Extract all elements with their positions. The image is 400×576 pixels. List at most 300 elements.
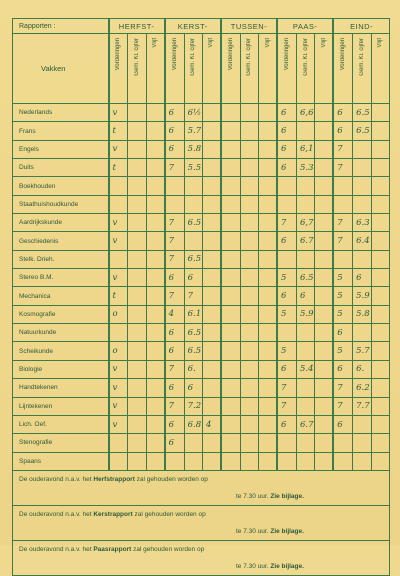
- grade-kerst-vorderingen: 7: [165, 232, 184, 250]
- grade-kerst-vlijt: [202, 305, 220, 323]
- grade-paas-vorderingen: 6: [277, 360, 296, 378]
- grade-paas-vlijt: [315, 140, 333, 158]
- subcolumn-paas-gem-kl-cijfer: [296, 34, 314, 104]
- grade-paas-vorderingen: 5: [277, 269, 296, 287]
- subcolumn-label: Gem. Kl. cijfer: [134, 38, 141, 76]
- subcolumn-label: Vlijt: [320, 38, 327, 48]
- subcolumn-herfst-gem-kl-cijfer: [128, 34, 146, 104]
- note-time-text: te 7.30 uur.: [236, 527, 271, 535]
- subcolumn-header-row: [13, 34, 390, 104]
- grade-eind-vlijt: [371, 195, 390, 213]
- table-row: [13, 269, 390, 287]
- subcolumn-tussen-gem-kl-cijfer: [240, 34, 258, 104]
- table-row: [13, 415, 390, 433]
- grade-tussen-vlijt: [259, 379, 277, 397]
- grade-eind-gem-kl-cijfer: [353, 415, 371, 433]
- vakken-label-text: Vakken: [41, 64, 66, 73]
- grade-herfst-vorderingen: v: [109, 104, 128, 122]
- subject-name: Duits: [13, 159, 109, 177]
- grade-herfst-gem-kl-cijfer: [128, 305, 146, 323]
- table-row: [13, 379, 390, 397]
- note-row: [13, 540, 390, 558]
- grade-tussen-gem-kl-cijfer: [240, 195, 258, 213]
- grade-paas-gem-kl-cijfer: [296, 434, 314, 452]
- grade-herfst-vorderingen: t: [109, 122, 128, 140]
- note-rapport: Herfstrapport: [93, 475, 135, 483]
- grade-eind-vorderingen: 7: [333, 379, 352, 397]
- grade-herfst-gem-kl-cijfer: [128, 232, 146, 250]
- grade-kerst-vorderingen: [165, 195, 184, 213]
- grade-kerst-vlijt: 4: [202, 415, 220, 433]
- grade-kerst-gem-kl-cijfer: 6.5: [184, 342, 202, 360]
- grade-kerst-vorderingen: [165, 452, 184, 470]
- subcolumn-label: Vorderingen: [227, 38, 234, 71]
- grade-tussen-vlijt: [259, 415, 277, 433]
- grade-herfst-vlijt: [146, 360, 164, 378]
- grade-kerst-gem-kl-cijfer: 6: [184, 269, 202, 287]
- grade-herfst-gem-kl-cijfer: [128, 140, 146, 158]
- grade-tussen-gem-kl-cijfer: [240, 452, 258, 470]
- grade-eind-vorderingen: 7: [333, 232, 352, 250]
- grade-tussen-vorderingen: [221, 324, 240, 342]
- grade-tussen-gem-kl-cijfer: [240, 397, 258, 415]
- grade-paas-vlijt: [315, 397, 333, 415]
- grade-kerst-gem-kl-cijfer: 5.8: [184, 140, 202, 158]
- grade-herfst-vorderingen: v: [109, 140, 128, 158]
- grade-eind-gem-kl-cijfer: [353, 177, 371, 195]
- grade-paas-gem-kl-cijfer: [296, 397, 314, 415]
- subject-name: Frans: [13, 122, 109, 140]
- grade-eind-gem-kl-cijfer: [353, 250, 371, 268]
- grade-tussen-vlijt: [259, 269, 277, 287]
- grade-kerst-vorderingen: 7: [165, 287, 184, 305]
- grade-eind-vlijt: [371, 122, 390, 140]
- grade-paas-vorderingen: [277, 434, 296, 452]
- note-suffix: zal gehouden worden op: [134, 475, 208, 483]
- grade-eind-gem-kl-cijfer: 5.9: [353, 287, 371, 305]
- grade-kerst-vlijt: [202, 434, 220, 452]
- grade-eind-vlijt: [371, 360, 390, 378]
- grade-herfst-vlijt: [146, 342, 164, 360]
- note-time: [13, 488, 390, 506]
- grade-tussen-vlijt: [259, 122, 277, 140]
- note-prefix: De ouderavond n.a.v. het: [19, 545, 94, 553]
- grade-herfst-vorderingen: [109, 324, 128, 342]
- grade-eind-gem-kl-cijfer: 6.5: [353, 104, 371, 122]
- grade-tussen-gem-kl-cijfer: [240, 250, 258, 268]
- grade-kerst-vlijt: [202, 360, 220, 378]
- grade-tussen-vlijt: [259, 250, 277, 268]
- grade-herfst-gem-kl-cijfer: [128, 104, 146, 122]
- grade-tussen-vorderingen: [221, 214, 240, 232]
- grade-kerst-gem-kl-cijfer: 7: [184, 287, 202, 305]
- table-row: [13, 140, 390, 158]
- grade-tussen-vorderingen: [221, 415, 240, 433]
- grade-tussen-vlijt: [259, 397, 277, 415]
- grade-eind-vlijt: [371, 104, 390, 122]
- grade-paas-gem-kl-cijfer: [296, 452, 314, 470]
- note-bijlage: Zie bijlage.: [270, 527, 304, 535]
- grade-tussen-gem-kl-cijfer: [240, 269, 258, 287]
- grade-kerst-vorderingen: 7: [165, 214, 184, 232]
- subcolumn-kerst-vorderingen: [165, 34, 184, 104]
- grade-kerst-vorderingen: 6: [165, 415, 184, 433]
- grade-eind-vorderingen: 5: [333, 287, 352, 305]
- subject-name: Stelk. Drieh.: [13, 250, 109, 268]
- subject-name: Boekhouden: [13, 177, 109, 195]
- grade-herfst-vlijt: [146, 397, 164, 415]
- grade-eind-vlijt: [371, 177, 390, 195]
- grade-eind-vorderingen: 6: [333, 415, 352, 433]
- grade-eind-vorderingen: 7: [333, 214, 352, 232]
- grade-tussen-gem-kl-cijfer: [240, 360, 258, 378]
- grade-herfst-vlijt: [146, 214, 164, 232]
- grade-kerst-gem-kl-cijfer: 6.: [184, 360, 202, 378]
- grade-kerst-vorderingen: 7: [165, 159, 184, 177]
- grade-herfst-vorderingen: v: [109, 232, 128, 250]
- note-prefix: De ouderavond n.a.v. het: [19, 510, 94, 518]
- grade-eind-gem-kl-cijfer: 6.4: [353, 232, 371, 250]
- grade-tussen-vorderingen: [221, 452, 240, 470]
- grade-paas-vlijt: [315, 214, 333, 232]
- table-row: [13, 195, 390, 213]
- report-card-table: [12, 18, 390, 576]
- grade-paas-vlijt: [315, 287, 333, 305]
- grade-herfst-gem-kl-cijfer: [128, 214, 146, 232]
- grade-kerst-vorderingen: 7: [165, 250, 184, 268]
- grade-paas-vorderingen: 7: [277, 379, 296, 397]
- grade-kerst-vlijt: [202, 177, 220, 195]
- subject-name: Handtekenen: [13, 379, 109, 397]
- grade-eind-vorderingen: 6: [333, 104, 352, 122]
- grade-kerst-vlijt: [202, 140, 220, 158]
- grade-paas-vorderingen: 5: [277, 305, 296, 323]
- table-row: [13, 397, 390, 415]
- subject-name: Scheikunde: [13, 342, 109, 360]
- grade-paas-vorderingen: [277, 177, 296, 195]
- grade-herfst-vlijt: [146, 452, 164, 470]
- grade-paas-vorderingen: 6: [277, 104, 296, 122]
- grade-herfst-vorderingen: v: [109, 397, 128, 415]
- grade-herfst-vorderingen: [109, 452, 128, 470]
- period-tussen: TUSSEN-: [221, 19, 277, 34]
- vakken-label: [13, 34, 109, 104]
- grade-eind-vlijt: [371, 324, 390, 342]
- grade-kerst-vlijt: [202, 269, 220, 287]
- grade-herfst-vlijt: [146, 379, 164, 397]
- grade-eind-vorderingen: 6: [333, 324, 352, 342]
- grade-herfst-vlijt: [146, 159, 164, 177]
- grade-eind-vorderingen: [333, 452, 352, 470]
- grade-eind-gem-kl-cijfer: [353, 324, 371, 342]
- grade-tussen-vlijt: [259, 324, 277, 342]
- grade-herfst-gem-kl-cijfer: [128, 122, 146, 140]
- grade-tussen-gem-kl-cijfer: [240, 122, 258, 140]
- table-row: [13, 177, 390, 195]
- note-text: [13, 505, 390, 523]
- note-time: [13, 523, 390, 541]
- grade-tussen-vorderingen: [221, 434, 240, 452]
- grade-tussen-gem-kl-cijfer: [240, 324, 258, 342]
- grade-paas-gem-kl-cijfer: [296, 250, 314, 268]
- subcolumn-label: Gem. Kl. cijfer: [246, 38, 253, 76]
- grade-tussen-vorderingen: [221, 287, 240, 305]
- grade-eind-vlijt: [371, 269, 390, 287]
- grade-kerst-vorderingen: 6: [165, 434, 184, 452]
- grade-paas-vlijt: [315, 452, 333, 470]
- grade-herfst-vorderingen: v: [109, 269, 128, 287]
- period-paas: PAAS-: [277, 19, 333, 34]
- grade-eind-vlijt: [371, 214, 390, 232]
- grade-paas-vorderingen: 6: [277, 122, 296, 140]
- grade-paas-gem-kl-cijfer: 6,1: [296, 140, 314, 158]
- grade-tussen-vlijt: [259, 214, 277, 232]
- grade-kerst-gem-kl-cijfer: 6.8: [184, 415, 202, 433]
- grade-kerst-gem-kl-cijfer: 5.5: [184, 159, 202, 177]
- grade-kerst-gem-kl-cijfer: [184, 434, 202, 452]
- grade-tussen-vorderingen: [221, 195, 240, 213]
- grade-tussen-vlijt: [259, 140, 277, 158]
- subcolumn-kerst-gem-kl-cijfer: [184, 34, 202, 104]
- grade-paas-gem-kl-cijfer: [296, 122, 314, 140]
- grade-eind-vorderingen: 7: [333, 140, 352, 158]
- grade-paas-vlijt: [315, 232, 333, 250]
- grade-tussen-vlijt: [259, 232, 277, 250]
- grade-herfst-vlijt: [146, 250, 164, 268]
- grade-paas-gem-kl-cijfer: 5.3: [296, 159, 314, 177]
- grade-eind-vorderingen: [333, 250, 352, 268]
- grade-herfst-vorderingen: o: [109, 305, 128, 323]
- note-suffix: zal gehouden worden op: [132, 510, 206, 518]
- subcolumn-label: Vorderingen: [284, 38, 290, 71]
- grade-kerst-vlijt: [202, 324, 220, 342]
- grade-tussen-gem-kl-cijfer: [240, 104, 258, 122]
- subcolumn-kerst-vlijt: [202, 34, 220, 104]
- grade-herfst-vlijt: [146, 232, 164, 250]
- grade-paas-gem-kl-cijfer: 6.7: [296, 232, 314, 250]
- grade-tussen-vlijt: [259, 342, 277, 360]
- grade-herfst-gem-kl-cijfer: [128, 250, 146, 268]
- grade-kerst-vorderingen: 7: [165, 360, 184, 378]
- grade-herfst-gem-kl-cijfer: [128, 360, 146, 378]
- grade-herfst-vlijt: [146, 122, 164, 140]
- grade-herfst-gem-kl-cijfer: [128, 342, 146, 360]
- grade-paas-vlijt: [315, 434, 333, 452]
- grade-paas-gem-kl-cijfer: [296, 342, 314, 360]
- grade-tussen-gem-kl-cijfer: [240, 177, 258, 195]
- note-time-text: te 7.30 uur.: [236, 492, 271, 500]
- note-rapport: Paasrapport: [93, 545, 132, 553]
- period-eind: EIND-: [333, 19, 389, 34]
- grade-kerst-gem-kl-cijfer: 7.2: [184, 397, 202, 415]
- grade-eind-gem-kl-cijfer: [353, 452, 371, 470]
- grade-herfst-vlijt: [146, 415, 164, 433]
- subjects-body: [13, 104, 390, 471]
- grade-eind-vorderingen: [333, 177, 352, 195]
- grade-kerst-vlijt: [202, 379, 220, 397]
- grade-kerst-vlijt: [202, 232, 220, 250]
- grade-paas-gem-kl-cijfer: 6,7: [296, 214, 314, 232]
- grade-kerst-vorderingen: 6: [165, 140, 184, 158]
- table-row: [13, 159, 390, 177]
- grade-herfst-vlijt: [146, 177, 164, 195]
- notes-body: [13, 470, 390, 575]
- grade-eind-vlijt: [371, 452, 390, 470]
- table-row: [13, 287, 390, 305]
- grade-tussen-vorderingen: [221, 140, 240, 158]
- grade-eind-vlijt: [371, 232, 390, 250]
- grade-paas-vorderingen: 6: [277, 287, 296, 305]
- grade-kerst-vorderingen: 6: [165, 342, 184, 360]
- grade-herfst-vlijt: [146, 434, 164, 452]
- note-row-time: [13, 488, 390, 506]
- note-text: [13, 470, 390, 488]
- subcolumn-label: Vlijt: [152, 38, 159, 48]
- grade-kerst-vlijt: [202, 397, 220, 415]
- grade-paas-gem-kl-cijfer: 6,6: [296, 104, 314, 122]
- grade-eind-vlijt: [371, 434, 390, 452]
- grade-kerst-vorderingen: 6: [165, 269, 184, 287]
- grade-paas-gem-kl-cijfer: 6.5: [296, 269, 314, 287]
- grade-herfst-gem-kl-cijfer: [128, 434, 146, 452]
- grade-kerst-vlijt: [202, 214, 220, 232]
- grade-kerst-vorderingen: 6: [165, 104, 184, 122]
- subject-name: Biologie: [13, 360, 109, 378]
- subcolumn-label: Gem. Kl. cijfer: [302, 38, 309, 76]
- subcolumn-herfst-vorderingen: [109, 34, 128, 104]
- grade-paas-gem-kl-cijfer: 5.4: [296, 360, 314, 378]
- grade-eind-vorderingen: 6: [333, 360, 352, 378]
- grade-paas-vorderingen: 6: [277, 415, 296, 433]
- grade-tussen-gem-kl-cijfer: [240, 287, 258, 305]
- grade-tussen-gem-kl-cijfer: [240, 415, 258, 433]
- subject-name: Lijntekenen: [13, 397, 109, 415]
- table-row: [13, 360, 390, 378]
- grade-herfst-vorderingen: v: [109, 415, 128, 433]
- subject-name: Mechanica: [13, 287, 109, 305]
- table-row: [13, 324, 390, 342]
- grade-eind-gem-kl-cijfer: [353, 140, 371, 158]
- subject-name: Nederlands: [13, 104, 109, 122]
- note-row-time: [13, 523, 390, 541]
- grade-paas-vorderingen: 6: [277, 140, 296, 158]
- grade-herfst-vorderingen: v: [109, 214, 128, 232]
- grade-kerst-vorderingen: 4: [165, 305, 184, 323]
- grade-paas-vorderingen: [277, 324, 296, 342]
- note-prefix: De ouderavond n.a.v. het: [19, 475, 94, 483]
- table-row: [13, 342, 390, 360]
- grade-eind-vorderingen: 5: [333, 305, 352, 323]
- grade-kerst-gem-kl-cijfer: 6.1: [184, 305, 202, 323]
- subcolumn-eind-gem-kl-cijfer: [353, 34, 371, 104]
- grade-eind-gem-kl-cijfer: 6.: [353, 360, 371, 378]
- grade-tussen-gem-kl-cijfer: [240, 305, 258, 323]
- table-row: [13, 434, 390, 452]
- grade-kerst-gem-kl-cijfer: 6½: [184, 104, 202, 122]
- grade-herfst-vlijt: [146, 287, 164, 305]
- grade-herfst-vorderingen: [109, 177, 128, 195]
- grade-herfst-vorderingen: v: [109, 360, 128, 378]
- table-row: [13, 305, 390, 323]
- grade-eind-gem-kl-cijfer: [353, 195, 371, 213]
- note-rapport: Kerstrapport: [93, 510, 133, 518]
- grade-tussen-vlijt: [259, 305, 277, 323]
- grade-kerst-gem-kl-cijfer: 6.5: [184, 214, 202, 232]
- subject-name: Engels: [13, 140, 109, 158]
- grade-tussen-vorderingen: [221, 122, 240, 140]
- grade-kerst-vlijt: [202, 452, 220, 470]
- grade-paas-vlijt: [315, 250, 333, 268]
- grade-eind-gem-kl-cijfer: 5.7: [353, 342, 371, 360]
- period-herfst: HERFST-: [109, 19, 165, 34]
- grade-herfst-vlijt: [146, 140, 164, 158]
- grade-tussen-vlijt: [259, 452, 277, 470]
- grade-eind-gem-kl-cijfer: [353, 159, 371, 177]
- grade-eind-vlijt: [371, 250, 390, 268]
- grade-kerst-gem-kl-cijfer: 6: [184, 379, 202, 397]
- grade-herfst-gem-kl-cijfer: [128, 415, 146, 433]
- grade-herfst-gem-kl-cijfer: [128, 287, 146, 305]
- grade-eind-vlijt: [371, 397, 390, 415]
- note-time-text: te 7.30 uur.: [236, 562, 271, 570]
- grade-eind-vorderingen: 7: [333, 159, 352, 177]
- subcolumn-label: Vorderingen: [115, 38, 122, 71]
- grade-eind-vorderingen: 6: [333, 122, 352, 140]
- grade-kerst-gem-kl-cijfer: 6.5: [184, 250, 202, 268]
- grade-paas-vlijt: [315, 415, 333, 433]
- subcolumn-label: Vlijt: [208, 38, 215, 48]
- grade-paas-gem-kl-cijfer: [296, 177, 314, 195]
- grade-tussen-vorderingen: [221, 159, 240, 177]
- grade-tussen-vorderingen: [221, 177, 240, 195]
- note-time: [13, 558, 390, 576]
- subcolumn-label: Vorderingen: [171, 38, 178, 71]
- subject-name: Spaans: [13, 452, 109, 470]
- grade-kerst-vlijt: [202, 342, 220, 360]
- grade-tussen-vorderingen: [221, 397, 240, 415]
- subject-name: Lich. Oef.: [13, 415, 109, 433]
- grade-tussen-vlijt: [259, 104, 277, 122]
- subcolumn-label: Gem. Kl. cijfer: [190, 38, 197, 76]
- grade-tussen-gem-kl-cijfer: [240, 140, 258, 158]
- grade-kerst-vorderingen: 6: [165, 324, 184, 342]
- grade-kerst-vlijt: [202, 250, 220, 268]
- grade-kerst-gem-kl-cijfer: [184, 195, 202, 213]
- grade-herfst-gem-kl-cijfer: [128, 324, 146, 342]
- grade-eind-gem-kl-cijfer: 6.5: [353, 122, 371, 140]
- grade-kerst-vlijt: [202, 104, 220, 122]
- grade-herfst-vlijt: [146, 305, 164, 323]
- table-row: [13, 232, 390, 250]
- subcolumn-paas-vlijt: [315, 34, 333, 104]
- grade-tussen-vlijt: [259, 287, 277, 305]
- grade-tussen-gem-kl-cijfer: [240, 214, 258, 232]
- grade-eind-vlijt: [371, 159, 390, 177]
- grade-paas-gem-kl-cijfer: 6.7: [296, 415, 314, 433]
- note-text: [13, 540, 390, 558]
- note-row: [13, 505, 390, 523]
- subcolumn-label: Vorderingen: [340, 38, 347, 71]
- grade-tussen-vlijt: [259, 434, 277, 452]
- table-row: [13, 452, 390, 470]
- grade-paas-vlijt: [315, 379, 333, 397]
- note-bijlage: Zie bijlage.: [270, 562, 304, 570]
- grade-herfst-vlijt: [146, 324, 164, 342]
- table-row: [13, 250, 390, 268]
- grade-paas-gem-kl-cijfer: 6: [296, 287, 314, 305]
- grade-herfst-vorderingen: t: [109, 287, 128, 305]
- grade-tussen-vorderingen: [221, 250, 240, 268]
